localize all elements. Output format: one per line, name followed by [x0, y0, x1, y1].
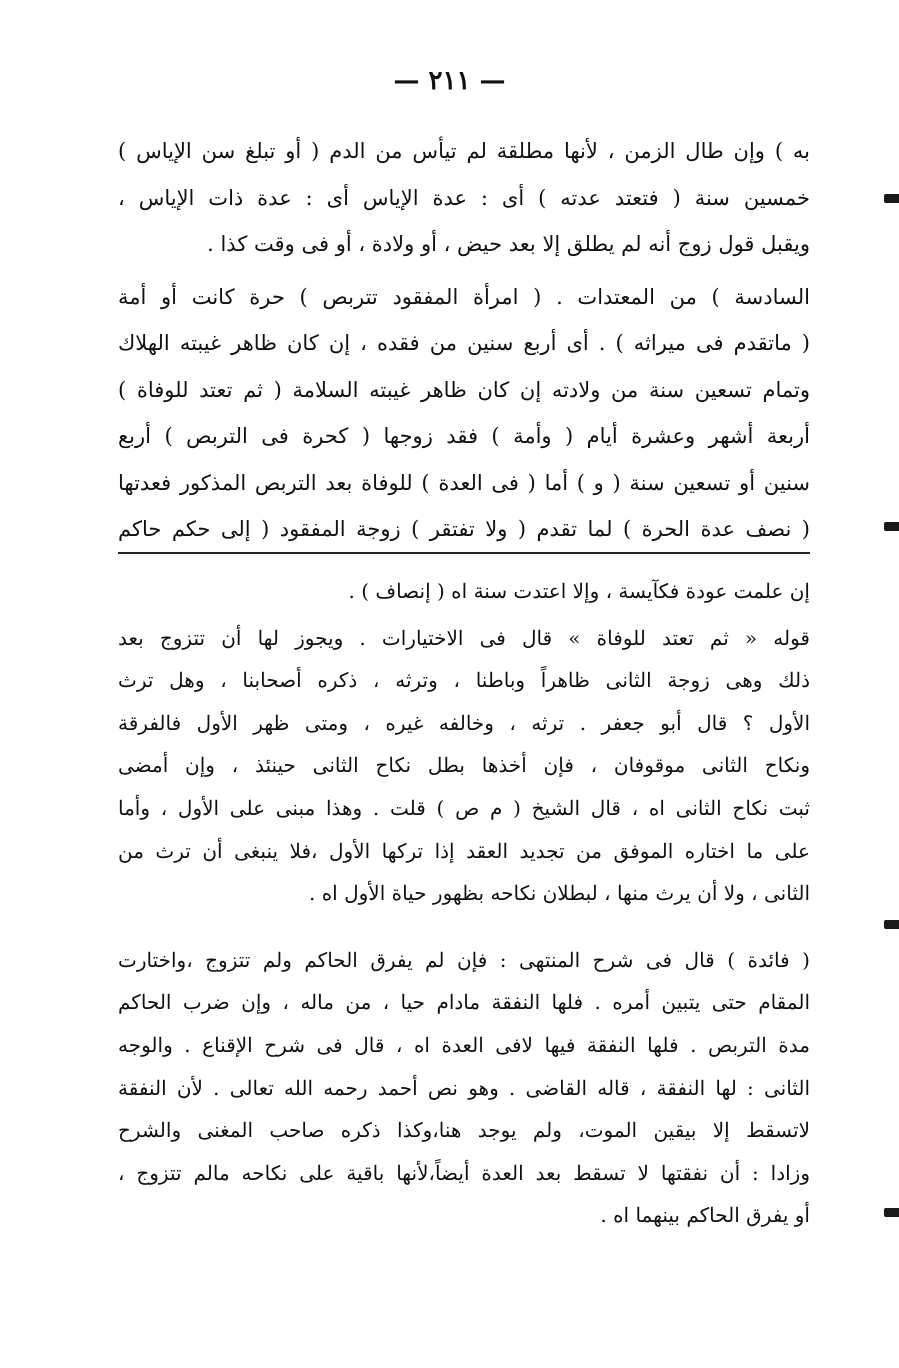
main-text	[118, 128, 810, 553]
margin-tab-mark	[884, 194, 899, 203]
main-line: ( نصف عدة الحرة ) لما تقدم ( ولا تفتقر ) زوجة المفقود ( إلى حكم حاكم	[118, 517, 810, 541]
footnote-line: ( فائدة ) قال فى شرح المنتهى : فإن لم يفرق الحاكم ولم تتزوج ،واختارت	[118, 947, 810, 972]
main-line: ( ماتقدم فى ميراثه ) . أى أربع سنين من فقده ، إن كان ظاهر غيبته الهلاك	[118, 331, 810, 355]
footnote-line: ونكاح الثانى موقوفان ، فإن أخذها بطل نكاح الثانى حينئذ ، وإن أمضى	[118, 753, 810, 778]
main-line: أربعة أشهر وعشرة أيام ( وأمة ) فقد زوجها ( كحرة فى التربص ) أربع	[118, 424, 810, 448]
footnote-line: الثانى ، ولا أن يرث منها ، لبطلان نكاحه بظهور حياة الأول اه .	[308, 881, 810, 906]
footnote-line: ذلك وهى زوجة الثانى ظاهراً وباطنا ، وترثه ، ذكره أصحابنا ، وهل ترث	[118, 668, 810, 693]
paragraph-gap	[118, 915, 810, 939]
main-line: ويقبل قول زوج أنه لم يطلق إلا بعد حيض ، أو ولادة ، أو فى وقت كذا .	[207, 232, 810, 256]
footnote-line: مدة التربص . فلها النفقة فيها لافى العدة اه ، قال فى شرح الإقناع . والوجه	[118, 1032, 810, 1057]
footnote-line: الثانى : لها النفقة ، قاله القاضى . وهو نص أحمد رحمه الله تعالى . لأن النفقة	[118, 1075, 810, 1100]
margin-tab-mark	[884, 920, 899, 929]
margin-tab-mark	[884, 1208, 899, 1217]
margin-tab-mark	[884, 522, 899, 531]
main-line: وتمام تسعين سنة من ولادته إن كان ظاهر غيبته السلامة ( ثم تعتد للوفاة )	[118, 377, 810, 402]
page-number: — ٢١١ —	[393, 66, 506, 96]
main-line: سنين أو تسعين سنة ( و ) أما ( فى العدة ) للوفاة بعد التربص المذكور فعدتها	[118, 470, 810, 495]
main-line: خمسين سنة ( فتعتد عدته ) أى : عدة الإياس أى : عدة ذات الإياس ،	[118, 185, 810, 210]
footnote-line: الأول ؟ قال أبو جعفر . ترثه ، وخالفه غيره ، ومتى ظهر الأول فالفرقة	[118, 710, 810, 735]
footnote-line: لاتسقط إلا بيقين الموت، ولم يوجد هنا،وكذا ذكره صاحب المغنى والشرح	[118, 1118, 810, 1143]
footnotes	[118, 570, 810, 1237]
footnote-line: إن علمت عودة فكآيسة ، وإلا اعتدت سنة اه ( إنصاف ) .	[348, 579, 810, 603]
footnote-line: أو يفرق الحاكم بينهما اه .	[600, 1203, 810, 1228]
footnote-line: على ما اختاره الموفق من تجديد العقد إذا تركها الأول ،فلا ينبغى أن ترث من	[118, 838, 810, 863]
main-line: السادسة ) من المعتدات . ( امرأة المفقود تتربص ) حرة كانت أو أمة	[118, 284, 810, 309]
footnote-line: المقام حتى يتبين أمره . فلها النفقة مادام حيا ، من ماله ، وإن ضرب الحاكم	[118, 990, 810, 1015]
main-line: به ) وإن طال الزمن ، لأنها مطلقة لم تيأس من الدم ( أو تبلغ سن الإياس )	[118, 139, 810, 163]
footnote-line: ثبت نكاح الثانى اه ، قال الشيخ ( م ص ) قلت . وهذا مبنى على الأول ، وأما	[118, 795, 810, 820]
footnote-divider	[118, 552, 810, 554]
footnote-line: وزادا : أن نفقتها لا تسقط بعد العدة أيضاً،لأنها باقية على نكاحه مالم تتزوج ،	[118, 1160, 810, 1185]
footnote-line: قوله « ثم تعتد للوفاة » قال فى الاختيارات . ويجوز لها أن تتزوج بعد	[118, 625, 810, 650]
